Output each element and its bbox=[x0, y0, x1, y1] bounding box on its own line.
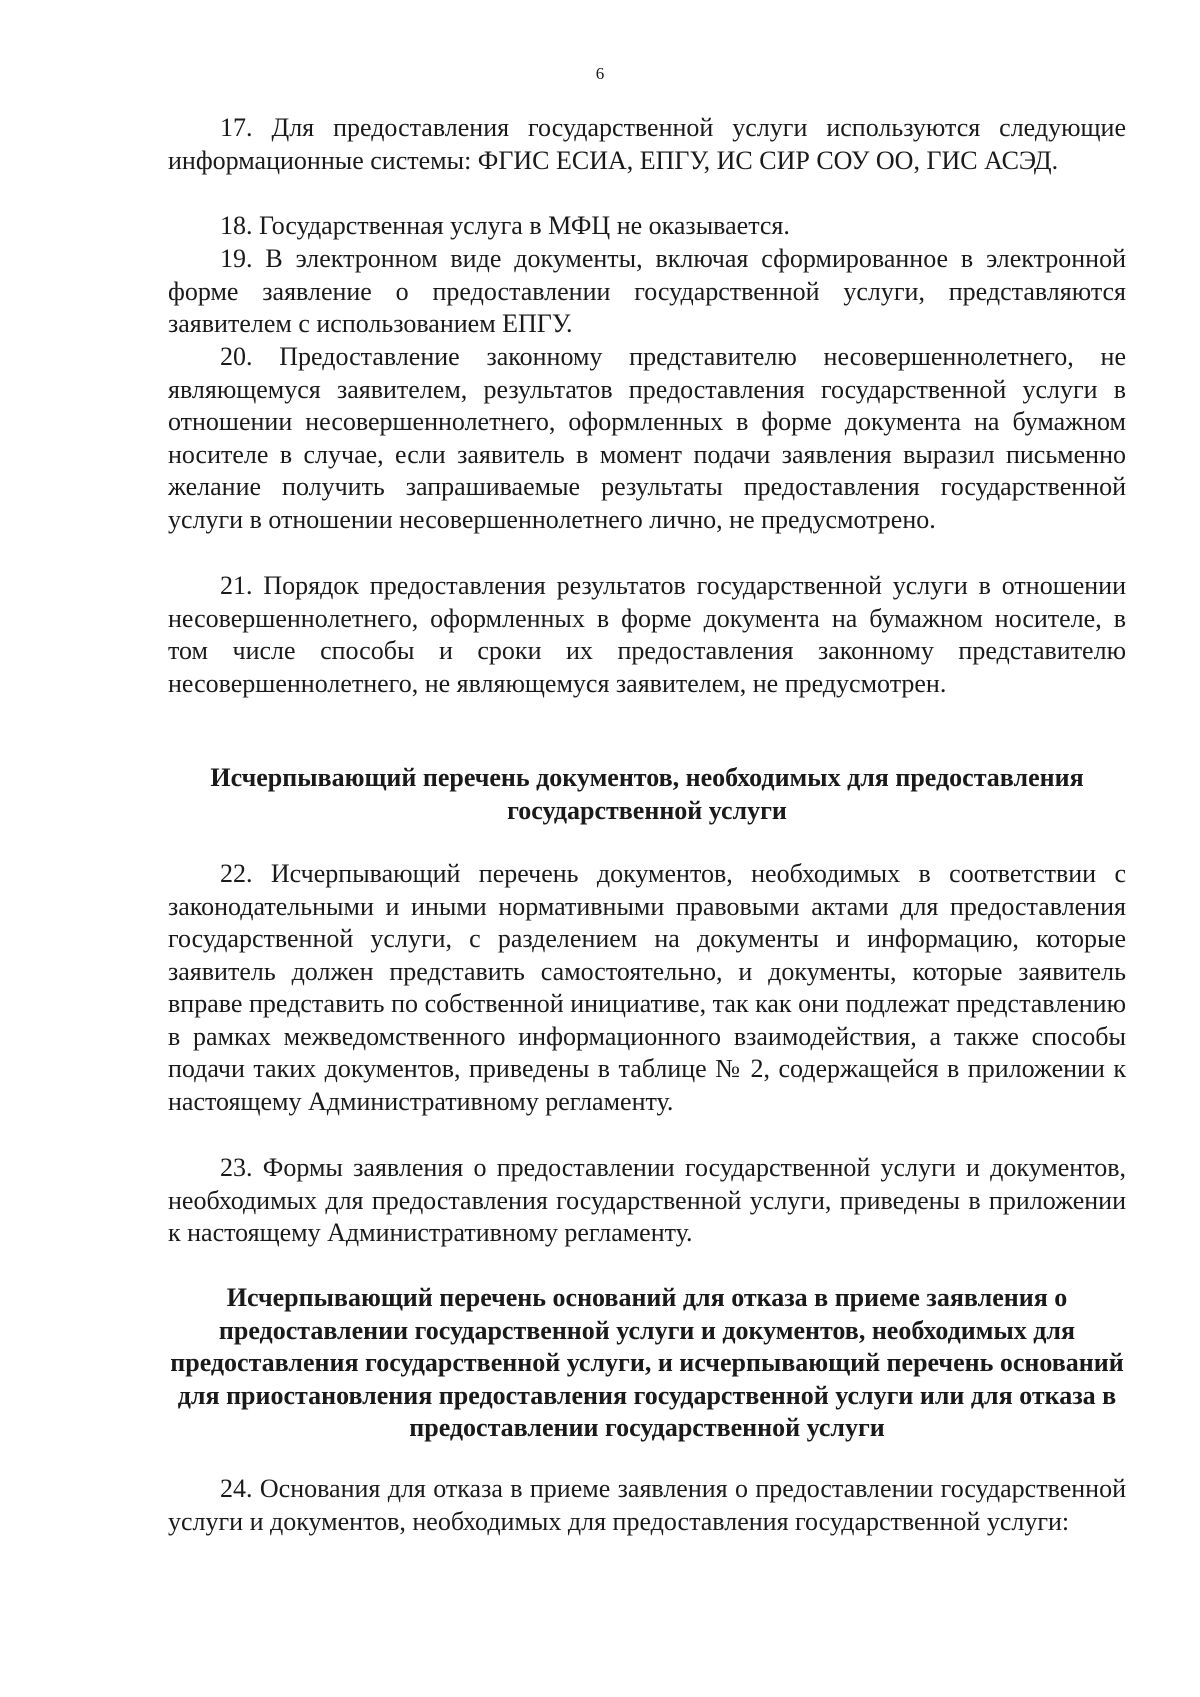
page-number: 6 bbox=[595, 64, 605, 83]
paragraph-20: 20. Предоставление законному представителю несовершеннолетнего, не являющемуся заявителем, результатов предоставления государственной услуги в отношении несовершеннолетнего, оформленных в форме документа на бумажном носителе в случае, если заявитель в момент подачи заявления выразил письменно желание получить запрашиваемые результаты предоставления государственной услуги в отношении несовершеннолетнего лично, не предусмотрено. bbox=[168, 342, 1126, 534]
paragraph-18: 18. Государственная услуга в МФЦ не оказывается. bbox=[220, 211, 790, 240]
section-heading-documents: Исчерпывающий перечень документов, необходимых для предоставления государственной услуги bbox=[210, 763, 1084, 825]
paragraph-21: 21. Порядок предоставления результатов государственной услуги в отношении несовершеннолетнего, оформленных в форме документа на бумажном носителе, в том числе способы и сроки их предоставления законному представителю несовершеннолетнего, не являющемуся заявителем, не предусмотрен. bbox=[168, 571, 1126, 698]
section-heading-refusal-grounds: Исчерпывающий перечень оснований для отказа в приеме заявления о предоставлении государственной услуги и документов, необходимых для предоставления государственной услуги, и исчерпывающий перечень оснований для приостановления предоставления государственной услуги или для отказа в предоставлении государственной услуги bbox=[170, 1283, 1124, 1442]
paragraph-23: 23. Формы заявления о предоставлении государственной услуги и документов, необходимых для предоставления государственной услуги, приведены в приложении к настоящему Административному регламенту. bbox=[168, 1153, 1126, 1247]
paragraph-17: 17. Для предоставления государственной услуги используются следующие информационные системы: ФГИС ЕСИА, ЕПГУ, ИС СИР СОУ ОО, ГИС АСЭД. bbox=[168, 113, 1126, 175]
paragraph-19: 19. В электронном виде документы, включая сформированное в электронной форме заявление о предоставлении государственной услуги, представляются заявителем с использованием ЕПГУ. bbox=[168, 244, 1126, 338]
paragraph-22: 22. Исчерпывающий перечень документов, необходимых в соответствии с законодательными и иными нормативными правовыми актами для предоставления государственной услуги, с разделением на документы и информацию, которые заявитель должен представить самостоятельно, и документы, которые заявитель вправе представить по собственной инициативе, так как они подлежат представлению в рамках межведомственного информационного взаимодействия, а также способы подачи таких документов, приведены в таблице № 2, содержащейся в приложении к настоящему Административному регламенту. bbox=[168, 859, 1126, 1116]
paragraph-24: 24. Основания для отказа в приеме заявления о предоставлении государственной услуги и документов, необходимых для предоставления государственной услуги: bbox=[168, 1474, 1126, 1536]
